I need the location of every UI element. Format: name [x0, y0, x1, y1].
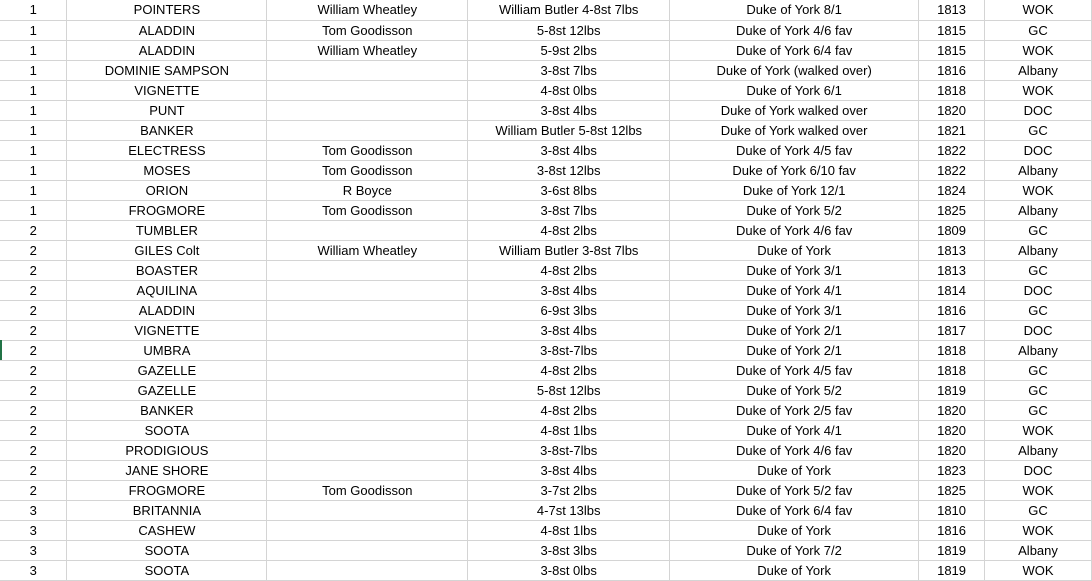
- cell-horse[interactable]: SOOTA: [67, 561, 267, 581]
- cell-age-weight[interactable]: 3-8st 4lbs: [468, 281, 670, 301]
- cell-course[interactable]: GC: [985, 401, 1092, 421]
- cell-place[interactable]: 1: [0, 121, 67, 141]
- cell-course[interactable]: Albany: [985, 241, 1092, 261]
- table-row: [0, 221, 1092, 241]
- cell-owner-odds[interactable]: Duke of York 5/2 fav: [670, 481, 919, 501]
- cell-year[interactable]: 1825: [919, 201, 985, 221]
- cell-jockey[interactable]: William Wheatley: [267, 41, 468, 61]
- cell-horse[interactable]: TUMBLER: [67, 221, 267, 241]
- cell-jockey[interactable]: [267, 401, 468, 421]
- cell-year[interactable]: 1819: [919, 541, 985, 561]
- cell-year[interactable]: 1818: [919, 361, 985, 381]
- cell-horse[interactable]: PRODIGIOUS: [67, 441, 267, 461]
- cell-jockey[interactable]: [267, 101, 468, 121]
- cell-age-weight[interactable]: 4-8st 1lbs: [468, 521, 670, 541]
- cell-age-weight[interactable]: William Butler 5-8st 12lbs: [468, 121, 670, 141]
- cell-horse[interactable]: BRITANNIA: [67, 501, 267, 521]
- cell-course[interactable]: WOK: [985, 181, 1092, 201]
- table-row: [0, 0, 1092, 21]
- cell-age-weight[interactable]: William Butler 3-8st 7lbs: [468, 241, 670, 261]
- cell-horse[interactable]: SOOTA: [67, 541, 267, 561]
- cell-jockey[interactable]: [267, 381, 468, 401]
- cell-owner-odds[interactable]: Duke of York 5/2: [670, 201, 919, 221]
- table-row: [0, 101, 1092, 121]
- cell-course[interactable]: WOK: [985, 81, 1092, 101]
- cell-jockey[interactable]: Tom Goodisson: [267, 21, 468, 41]
- cell-horse[interactable]: CASHEW: [67, 521, 267, 541]
- cell-jockey[interactable]: [267, 261, 468, 281]
- cell-owner-odds[interactable]: Duke of York 6/10 fav: [670, 161, 919, 181]
- cell-jockey[interactable]: [267, 81, 468, 101]
- cell-place[interactable]: 2: [0, 281, 67, 301]
- table-row: [0, 321, 1092, 341]
- table-row: [0, 141, 1092, 161]
- cell-course[interactable]: GC: [985, 381, 1092, 401]
- cell-owner-odds[interactable]: Duke of York 12/1: [670, 181, 919, 201]
- cell-place[interactable]: 2: [0, 441, 67, 461]
- table-row: [0, 361, 1092, 381]
- cell-owner-odds[interactable]: Duke of York: [670, 561, 919, 581]
- table-row: [0, 21, 1092, 41]
- cell-horse[interactable]: MOSES: [67, 161, 267, 181]
- cell-place[interactable]: 1: [0, 141, 67, 161]
- cell-place[interactable]: 2: [0, 321, 67, 341]
- cell-place[interactable]: 3: [0, 501, 67, 521]
- table-row: [0, 161, 1092, 181]
- cell-jockey[interactable]: Tom Goodisson: [267, 481, 468, 501]
- cell-jockey[interactable]: [267, 421, 468, 441]
- cell-age-weight[interactable]: 3-8st 4lbs: [468, 321, 670, 341]
- cell-horse[interactable]: ALADDIN: [67, 301, 267, 321]
- cell-owner-odds[interactable]: Duke of York 6/1: [670, 81, 919, 101]
- table-row: [0, 501, 1092, 521]
- table-row: [0, 261, 1092, 281]
- cell-age-weight[interactable]: 4-8st 2lbs: [468, 361, 670, 381]
- cell-horse[interactable]: SOOTA: [67, 421, 267, 441]
- cell-place[interactable]: 2: [0, 241, 67, 261]
- cell-course[interactable]: WOK: [985, 521, 1092, 541]
- cell-horse[interactable]: DOMINIE SAMPSON: [67, 61, 267, 81]
- table-row: [0, 461, 1092, 481]
- cell-age-weight[interactable]: 4-8st 2lbs: [468, 401, 670, 421]
- cell-jockey[interactable]: R Boyce: [267, 181, 468, 201]
- cell-place[interactable]: 2: [0, 261, 67, 281]
- cell-course[interactable]: DOC: [985, 321, 1092, 341]
- cell-year[interactable]: 1820: [919, 101, 985, 121]
- cell-course[interactable]: Albany: [985, 61, 1092, 81]
- cell-course[interactable]: GC: [985, 361, 1092, 381]
- cell-horse[interactable]: POINTERS: [67, 0, 267, 21]
- cell-age-weight[interactable]: 4-8st 1lbs: [468, 421, 670, 441]
- cell-place[interactable]: 2: [0, 381, 67, 401]
- cell-age-weight[interactable]: 4-8st 2lbs: [468, 221, 670, 241]
- cell-horse[interactable]: ALADDIN: [67, 41, 267, 61]
- cell-owner-odds[interactable]: Duke of York 3/1: [670, 261, 919, 281]
- cell-place[interactable]: 1: [0, 101, 67, 121]
- cell-horse[interactable]: GAZELLE: [67, 381, 267, 401]
- cell-horse[interactable]: BANKER: [67, 121, 267, 141]
- cell-age-weight[interactable]: 5-8st 12lbs: [468, 21, 670, 41]
- cell-course[interactable]: Albany: [985, 201, 1092, 221]
- cell-place[interactable]: 1: [0, 41, 67, 61]
- cell-jockey[interactable]: [267, 121, 468, 141]
- table-row: [0, 541, 1092, 561]
- cell-horse[interactable]: UMBRA: [67, 341, 267, 361]
- cell-year[interactable]: 1818: [919, 81, 985, 101]
- cell-age-weight[interactable]: 6-9st 3lbs: [468, 301, 670, 321]
- cell-course[interactable]: Albany: [985, 541, 1092, 561]
- cell-age-weight[interactable]: 3-8st-7lbs: [468, 341, 670, 361]
- table-row: [0, 521, 1092, 541]
- cell-place[interactable]: 1: [0, 181, 67, 201]
- cell-jockey[interactable]: William Wheatley: [267, 241, 468, 261]
- cell-place[interactable]: 1: [0, 161, 67, 181]
- cell-age-weight[interactable]: 3-8st 7lbs: [468, 201, 670, 221]
- cell-horse[interactable]: GAZELLE: [67, 361, 267, 381]
- table-row: [0, 121, 1092, 141]
- cell-age-weight[interactable]: William Butler 4-8st 7lbs: [468, 0, 670, 21]
- cell-year[interactable]: 1819: [919, 561, 985, 581]
- cell-year[interactable]: 1817: [919, 321, 985, 341]
- cell-place[interactable]: 2: [0, 341, 67, 361]
- cell-year[interactable]: 1815: [919, 21, 985, 41]
- cell-place[interactable]: 2: [0, 481, 67, 501]
- cell-course[interactable]: Albany: [985, 441, 1092, 461]
- cell-owner-odds[interactable]: Duke of York 4/5 fav: [670, 141, 919, 161]
- cell-year[interactable]: 1823: [919, 461, 985, 481]
- cell-course[interactable]: WOK: [985, 41, 1092, 61]
- selected-row-indicator: [0, 340, 2, 360]
- table-row: [0, 301, 1092, 321]
- cell-jockey[interactable]: Tom Goodisson: [267, 201, 468, 221]
- cell-place[interactable]: 1: [0, 21, 67, 41]
- table-row: [0, 41, 1092, 61]
- cell-year[interactable]: 1813: [919, 261, 985, 281]
- cell-year[interactable]: 1809: [919, 221, 985, 241]
- cell-jockey[interactable]: [267, 441, 468, 461]
- cell-owner-odds[interactable]: Duke of York 4/1: [670, 281, 919, 301]
- table-row: [0, 181, 1092, 201]
- cell-course[interactable]: WOK: [985, 0, 1092, 21]
- cell-place[interactable]: 1: [0, 0, 67, 21]
- cell-owner-odds[interactable]: Duke of York: [670, 241, 919, 261]
- cell-course[interactable]: DOC: [985, 461, 1092, 481]
- cell-owner-odds[interactable]: Duke of York walked over: [670, 101, 919, 121]
- cell-course[interactable]: DOC: [985, 101, 1092, 121]
- cell-horse[interactable]: FROGMORE: [67, 201, 267, 221]
- cell-year[interactable]: 1816: [919, 521, 985, 541]
- cell-year[interactable]: 1814: [919, 281, 985, 301]
- cell-place[interactable]: 3: [0, 541, 67, 561]
- table-row: [0, 81, 1092, 101]
- cell-jockey[interactable]: [267, 301, 468, 321]
- cell-owner-odds[interactable]: Duke of York 6/4 fav: [670, 41, 919, 61]
- cell-age-weight[interactable]: 4-8st 2lbs: [468, 261, 670, 281]
- cell-year[interactable]: 1825: [919, 481, 985, 501]
- cell-owner-odds[interactable]: Duke of York (walked over): [670, 61, 919, 81]
- cell-owner-odds[interactable]: Duke of York: [670, 461, 919, 481]
- cell-owner-odds[interactable]: Duke of York 5/2: [670, 381, 919, 401]
- cell-owner-odds[interactable]: Duke of York 2/1: [670, 321, 919, 341]
- cell-horse[interactable]: BOASTER: [67, 261, 267, 281]
- cell-jockey[interactable]: William Wheatley: [267, 0, 468, 21]
- table-row: [0, 381, 1092, 401]
- cell-horse[interactable]: JANE SHORE: [67, 461, 267, 481]
- cell-age-weight[interactable]: 3-8st 12lbs: [468, 161, 670, 181]
- cell-age-weight[interactable]: 3-8st 7lbs: [468, 61, 670, 81]
- cell-owner-odds[interactable]: Duke of York 6/4 fav: [670, 501, 919, 521]
- cell-jockey[interactable]: [267, 221, 468, 241]
- table-row: [0, 201, 1092, 221]
- cell-jockey[interactable]: [267, 461, 468, 481]
- cell-place[interactable]: 1: [0, 61, 67, 81]
- cell-jockey[interactable]: [267, 501, 468, 521]
- table-row: [0, 401, 1092, 421]
- cell-course[interactable]: Albany: [985, 161, 1092, 181]
- cell-owner-odds[interactable]: Duke of York 4/6 fav: [670, 441, 919, 461]
- cell-year[interactable]: 1820: [919, 421, 985, 441]
- cell-horse[interactable]: PUNT: [67, 101, 267, 121]
- cell-course[interactable]: DOC: [985, 281, 1092, 301]
- cell-owner-odds[interactable]: Duke of York 4/6 fav: [670, 221, 919, 241]
- cell-owner-odds[interactable]: Duke of York 2/5 fav: [670, 401, 919, 421]
- cell-horse[interactable]: BANKER: [67, 401, 267, 421]
- cell-course[interactable]: WOK: [985, 421, 1092, 441]
- table-row: [0, 421, 1092, 441]
- cell-course[interactable]: GC: [985, 121, 1092, 141]
- cell-horse[interactable]: ELECTRESS: [67, 141, 267, 161]
- cell-owner-odds[interactable]: Duke of York 3/1: [670, 301, 919, 321]
- cell-owner-odds[interactable]: Duke of York walked over: [670, 121, 919, 141]
- cell-age-weight[interactable]: 4-7st 13lbs: [468, 501, 670, 521]
- cell-age-weight[interactable]: 3-8st 4lbs: [468, 141, 670, 161]
- cell-jockey[interactable]: [267, 61, 468, 81]
- cell-place[interactable]: 2: [0, 221, 67, 241]
- cell-owner-odds[interactable]: Duke of York 4/5 fav: [670, 361, 919, 381]
- cell-jockey[interactable]: [267, 281, 468, 301]
- table-row: [0, 281, 1092, 301]
- table-row: [0, 561, 1092, 581]
- cell-year[interactable]: 1824: [919, 181, 985, 201]
- cell-age-weight[interactable]: 4-8st 0lbs: [468, 81, 670, 101]
- cell-owner-odds[interactable]: Duke of York 4/6 fav: [670, 21, 919, 41]
- cell-jockey[interactable]: Tom Goodisson: [267, 141, 468, 161]
- cell-course[interactable]: GC: [985, 21, 1092, 41]
- cell-course[interactable]: Albany: [985, 341, 1092, 361]
- cell-owner-odds[interactable]: Duke of York 7/2: [670, 541, 919, 561]
- cell-owner-odds[interactable]: Duke of York 8/1: [670, 0, 919, 21]
- cell-year[interactable]: 1822: [919, 141, 985, 161]
- cell-age-weight[interactable]: 3-7st 2lbs: [468, 481, 670, 501]
- cell-age-weight[interactable]: 3-8st 4lbs: [468, 101, 670, 121]
- cell-jockey[interactable]: [267, 341, 468, 361]
- cell-year[interactable]: 1813: [919, 241, 985, 261]
- cell-owner-odds[interactable]: Duke of York 4/1: [670, 421, 919, 441]
- cell-horse[interactable]: FROGMORE: [67, 481, 267, 501]
- cell-owner-odds[interactable]: Duke of York: [670, 521, 919, 541]
- cell-horse[interactable]: ORION: [67, 181, 267, 201]
- cell-age-weight[interactable]: 5-9st 2lbs: [468, 41, 670, 61]
- cell-age-weight[interactable]: 3-6st 8lbs: [468, 181, 670, 201]
- cell-owner-odds[interactable]: Duke of York 2/1: [670, 341, 919, 361]
- table-row: [0, 481, 1092, 501]
- cell-age-weight[interactable]: 3-8st-7lbs: [468, 441, 670, 461]
- cell-horse[interactable]: AQUILINA: [67, 281, 267, 301]
- cell-course[interactable]: GC: [985, 301, 1092, 321]
- cell-year[interactable]: 1810: [919, 501, 985, 521]
- cell-place[interactable]: 2: [0, 361, 67, 381]
- cell-year[interactable]: 1821: [919, 121, 985, 141]
- cell-place[interactable]: 2: [0, 421, 67, 441]
- table-row: [0, 441, 1092, 461]
- cell-jockey[interactable]: [267, 561, 468, 581]
- table-row: [0, 241, 1092, 261]
- cell-course[interactable]: WOK: [985, 481, 1092, 501]
- cell-jockey[interactable]: [267, 521, 468, 541]
- cell-year[interactable]: 1815: [919, 41, 985, 61]
- cell-place[interactable]: 2: [0, 401, 67, 421]
- cell-place[interactable]: 1: [0, 201, 67, 221]
- cell-year[interactable]: 1820: [919, 441, 985, 461]
- cell-place[interactable]: 1: [0, 81, 67, 101]
- cell-course[interactable]: GC: [985, 501, 1092, 521]
- cell-year[interactable]: 1816: [919, 301, 985, 321]
- cell-age-weight[interactable]: 3-8st 4lbs: [468, 461, 670, 481]
- cell-course[interactable]: DOC: [985, 141, 1092, 161]
- cell-course[interactable]: GC: [985, 261, 1092, 281]
- cell-jockey[interactable]: Tom Goodisson: [267, 161, 468, 181]
- cell-jockey[interactable]: [267, 541, 468, 561]
- cell-year[interactable]: 1818: [919, 341, 985, 361]
- cell-horse[interactable]: ALADDIN: [67, 21, 267, 41]
- table-row: [0, 61, 1092, 81]
- cell-year[interactable]: 1822: [919, 161, 985, 181]
- cell-course[interactable]: GC: [985, 221, 1092, 241]
- cell-age-weight[interactable]: 3-8st 3lbs: [468, 541, 670, 561]
- cell-jockey[interactable]: [267, 361, 468, 381]
- cell-jockey[interactable]: [267, 321, 468, 341]
- cell-year[interactable]: 1820: [919, 401, 985, 421]
- cell-place[interactable]: 3: [0, 561, 67, 581]
- cell-age-weight[interactable]: 5-8st 12lbs: [468, 381, 670, 401]
- cell-age-weight[interactable]: 3-8st 0lbs: [468, 561, 670, 581]
- cell-place[interactable]: 2: [0, 461, 67, 481]
- cell-year[interactable]: 1819: [919, 381, 985, 401]
- cell-year[interactable]: 1816: [919, 61, 985, 81]
- cell-year[interactable]: 1813: [919, 0, 985, 21]
- cell-place[interactable]: 3: [0, 521, 67, 541]
- cell-place[interactable]: 2: [0, 301, 67, 321]
- cell-horse[interactable]: GILES Colt: [67, 241, 267, 261]
- cell-horse[interactable]: VIGNETTE: [67, 81, 267, 101]
- cell-course[interactable]: WOK: [985, 561, 1092, 581]
- table-row: [0, 341, 1092, 361]
- cell-horse[interactable]: VIGNETTE: [67, 321, 267, 341]
